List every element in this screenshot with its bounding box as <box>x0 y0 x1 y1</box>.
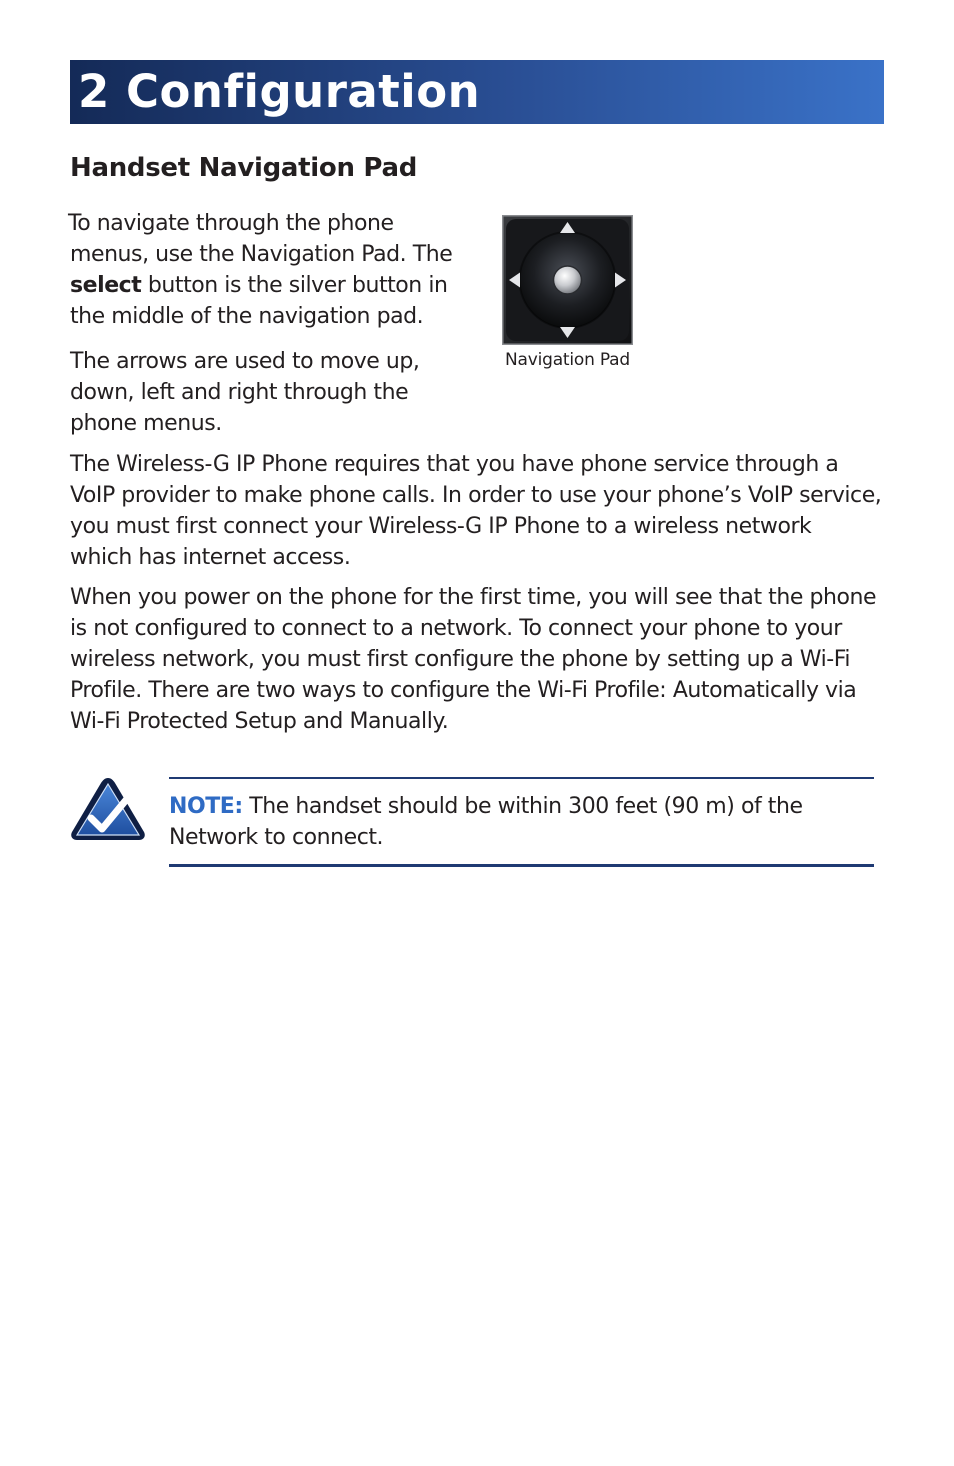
intro-line-2: menus, use the Navigation Pad. The <box>70 242 453 267</box>
voip-line-1: The Wireless-G IP Phone requires that you have phone service through a <box>70 452 839 477</box>
arrows-line-2: down, left and right through the <box>70 380 409 405</box>
figure-caption: Navigation Pad <box>505 350 630 370</box>
intro-line-1: To navigate through the phone <box>68 211 394 236</box>
select-button-icon <box>554 266 582 294</box>
note-text <box>169 791 803 853</box>
power-line-5: Wi-Fi Protected Setup and Manually. <box>70 709 449 734</box>
voip-line-2: VoIP provider to make phone calls. In order to use your phone’s VoIP service, <box>70 483 882 508</box>
arrows-line-1: The arrows are used to move up, <box>70 349 420 374</box>
arrows-line-3: phone menus. <box>70 411 222 436</box>
note-label: NOTE: <box>169 794 243 819</box>
select-keyword: select <box>70 273 142 298</box>
intro-line-3 <box>70 270 448 301</box>
voip-line-3: you must first connect your Wireless-G IP Phone to a wireless network <box>70 514 812 539</box>
section-heading: Handset Navigation Pad <box>70 153 418 183</box>
note-line-2: Network to connect. <box>169 825 384 850</box>
power-line-4: Profile. There are two ways to configure the Wi-Fi Profile: Automatically via <box>70 678 857 703</box>
navigation-pad-image <box>502 215 633 345</box>
note-line-1: The handset should be within 300 feet (90 m) of the <box>242 794 803 819</box>
chapter-banner <box>70 60 884 124</box>
note-top-rule <box>169 777 874 779</box>
checkmark-note-icon <box>69 776 147 842</box>
power-line-2: is not configured to connect to a network. To connect your phone to your <box>70 616 842 641</box>
power-line-1: When you power on the phone for the first time, you will see that the phone <box>70 585 877 610</box>
voip-line-4: which has internet access. <box>70 545 351 570</box>
chapter-title: 2 Configuration <box>78 65 481 118</box>
intro-line-4: the middle of the navigation pad. <box>70 304 424 329</box>
note-bottom-rule <box>169 864 874 867</box>
intro-line-3-rest: button is the silver button in <box>141 273 448 298</box>
power-line-3: wireless network, you must first configure the phone by setting up a Wi-Fi <box>70 647 851 672</box>
